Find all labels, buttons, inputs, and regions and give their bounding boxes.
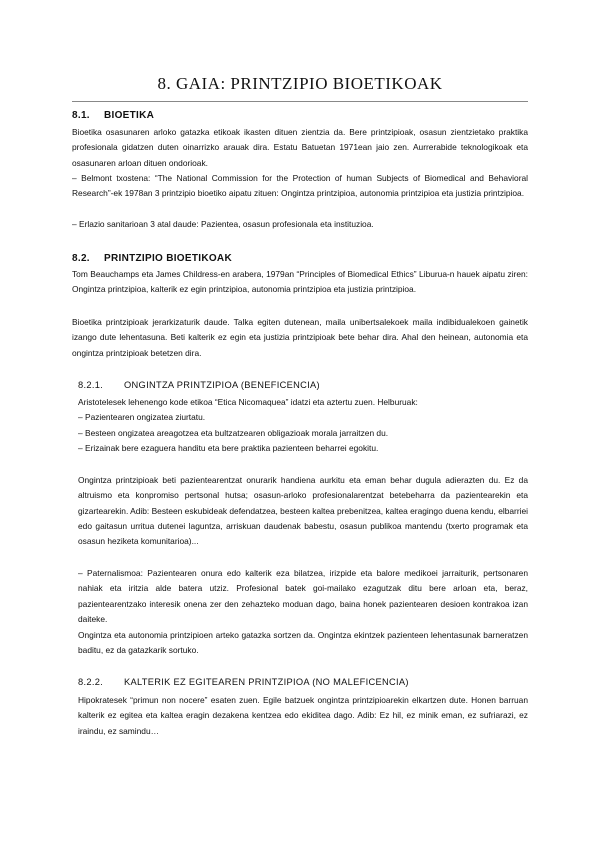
paragraph: – Erlazio sanitarioan 3 atal daude: Pazientea, osasun profesionala eta instituzioa. bbox=[72, 219, 374, 229]
section-title: PRINTZIPIO BIOETIKOAK bbox=[104, 253, 232, 264]
title-underline bbox=[72, 101, 528, 102]
subsection-number: 8.2.2. bbox=[78, 677, 104, 687]
paragraph: Tom Beauchamps eta James Childress-en arabera, 1979an “Principles of Biomedical Ethics” Liburua-n hauek aipatu ziren: Ongintza printzipioa, kalterik ez egin printzipioa, autonomia printzipioa eta justizia printzipioa. bbox=[72, 269, 528, 295]
subsection-number: 8.2.1. bbox=[78, 380, 104, 390]
paragraph: – Belmont txostena: “The National Commission for the Protection of human Subjects of Biomedical and Behavioral Research”-ek 1978an 3 printzipio bioetiko aipatu zituen: Ongintza printzipioa, autonomia printzipioa eta justizia printzipioa. bbox=[72, 173, 528, 199]
paragraph: Ongintza printzipioak beti pazientearentzat onurarik handiena aurkitu eta eman behar dugula adierazten du. Ez da altruismo eta konpromiso pertsonal hutsa; osasun-arloko profesionalarentzat betebeharra da pazientearekin eta gizartearekin. Adib: Besteen eskubideak defendatzea, besteen kaltea prebenitzea, kaltea eragingo duena kendu, elbarriei edo gaitasun urritua dutenei laguntza, arriskuan daudenak babestu, osasun publikoa mantendu (txerto programak eta osasun heziketa komunitarioa)... bbox=[78, 475, 528, 547]
paragraph: – Paternalismoa: Pazientearen onura edo kalterik eza bilatzea, irizpide eta balore medikoei jarraiturik, pertsonaren nahiak eta iritzia alde batera utziz. Profesional batek goi-mailako ezagutzak ditu bere arloan eta, beraz, pazientearentzako interesik onena zer den zehazteko moduan dago, baina honek pazientearen desioen kontrakoa izan daiteke. bbox=[78, 568, 528, 624]
section-heading-8-2 bbox=[72, 253, 232, 264]
paragraph: Bioetika printzipioak jerarkizaturik daude. Talka egiten dutenean, maila unibertsalekoek maila indibidualekoen gainetik izango dute lehentasuna. Beti kalterik ez egin eta justizia printzipioak bete behar dira. Ahal den heinean, autonomia eta ongintza printzipioak betetzen dira. bbox=[72, 317, 528, 358]
paragraph: Aristotelesek lehenengo kode etikoa “Etica Nicomaquea” idatzi eta aztertu zuen. Helburuak: bbox=[78, 397, 418, 407]
section-title: BIOETIKA bbox=[104, 110, 155, 121]
subsection-title: ONGINTZA PRINTZIPIOA (BENEFICENCIA) bbox=[124, 380, 320, 390]
section-number: 8.2. bbox=[72, 253, 90, 264]
paragraph: Hipokratesek “primun non nocere” esaten zuen. Egile batzuek ongintza printzipioarekin elkartzen dute. Honen barruan kalterik ez egitea eta kaltea eragin dezakena kentzea edo ekiditea dago. Adib: Ez hil, ez minik eman, ez sufriarazi, ez iraindu, ez samindu… bbox=[78, 695, 528, 736]
section-heading-8-1 bbox=[72, 110, 154, 121]
section-number: 8.1. bbox=[72, 110, 90, 121]
list-item: – Besteen ongizatea areagotzea eta bultzatzearen obligazioak morala jarraitzen du. bbox=[78, 428, 389, 438]
list-item: – Pazientearen ongizatea ziurtatu. bbox=[78, 412, 206, 422]
paragraph: Bioetika osasunaren arloko gatazka etikoak ikasten dituen zientzia da. Bere printzipioak, osasun zientzietako praktika profesionala gidatzen duten oinarrizko arauak dira. Estatu Batuetan 1971ean jaio zen. Aurrerabide teknologikoak eta osasunaren arloan dituen ondorioak. bbox=[72, 127, 528, 168]
subsection-title: KALTERIK EZ EGITEAREN PRINTZIPIOA (NO MALEFICENCIA) bbox=[124, 677, 409, 687]
chapter-title: 8. GAIA: PRINTZIPIO BIOETIKOAK bbox=[157, 74, 443, 93]
paragraph: Ongintza eta autonomia printzipioen arteko gatazka sortzen da. Ongintza ekintzek pazienteen lehentasunak barneratzen baditu, ez da gatazkarik sortuko. bbox=[78, 630, 528, 656]
list-item: – Erizainak bere ezaguera handitu eta bere praktika pazienteen beharrei egokitu. bbox=[78, 443, 379, 453]
subsection-heading-8-2-1 bbox=[78, 380, 320, 390]
subsection-heading-8-2-2 bbox=[78, 677, 409, 687]
